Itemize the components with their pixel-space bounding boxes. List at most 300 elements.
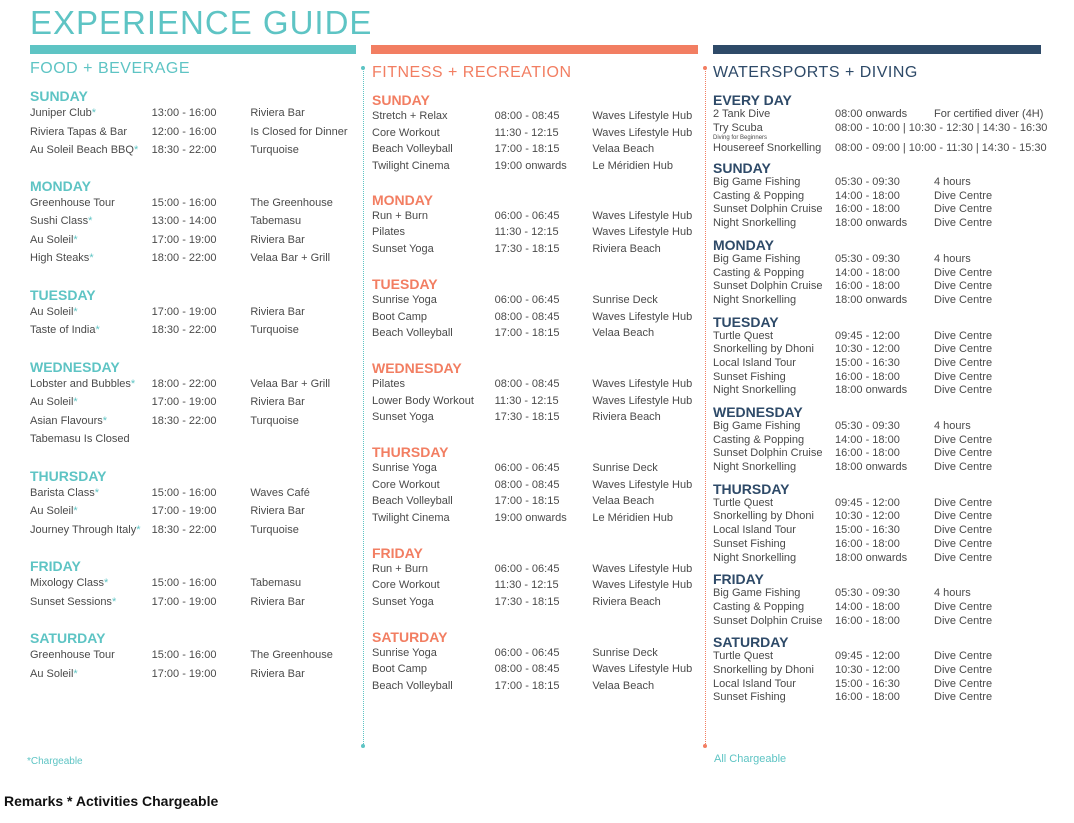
activity-name-text: Au Soleil <box>30 505 74 517</box>
activity-name-text: Beach Volleyball <box>372 143 453 156</box>
all-chargeable-note: All Chargeable <box>714 753 787 765</box>
activity-time: 06:00 - 06:45 <box>494 293 560 306</box>
activity-time: 14:00 - 18:00 <box>835 189 900 202</box>
activity-name-text: Asian Flavours <box>30 414 103 427</box>
activity-time: 08:00 - 08:45 <box>494 310 560 323</box>
activity-name <box>713 176 835 190</box>
activity-time: 17:00 - 18:15 <box>494 495 560 508</box>
chargeable-marker: * <box>136 523 141 536</box>
activity-venue: Sunrise Deck <box>592 461 658 474</box>
activity-name-text: Boot Camp <box>372 310 428 323</box>
activity-name-text: Night Snorkelling <box>713 217 797 230</box>
activity-time: 06:00 - 06:45 <box>494 646 560 659</box>
activity-name-text: Boot Camp <box>372 663 428 676</box>
activity-venue: Waves Lifestyle Hub <box>592 562 693 575</box>
activity-name <box>30 593 152 612</box>
activity-name <box>713 650 835 664</box>
day-block <box>30 88 360 160</box>
activity-row <box>372 325 702 342</box>
activity-name <box>713 420 835 434</box>
activity-row <box>30 484 360 503</box>
activity-venue: Velaa Beach <box>592 327 655 340</box>
activity-name-text: Journey Through Italy <box>30 523 137 536</box>
activity-row <box>372 393 702 410</box>
activity-name-text: Turtle Quest <box>713 650 774 663</box>
activity-venue: Dive Centre <box>934 266 993 279</box>
activity-row <box>30 521 360 540</box>
activity-name-text: Tabemasu Is Closed <box>30 433 130 445</box>
activity-venue: Tabemasu <box>250 215 302 227</box>
activity-venue: Velaa Bar + Grill <box>250 252 331 264</box>
activity-time: 18:30 - 22:00 <box>151 414 217 427</box>
activity-name-text: Core Workout <box>372 126 440 139</box>
chargeable-marker: * <box>73 305 78 318</box>
activity-time: 18:00 onwards <box>835 551 908 564</box>
day-heading: WEDNESDAY <box>713 404 803 420</box>
activity-name <box>30 393 152 412</box>
day-block <box>30 630 360 683</box>
activity-venue: Dive Centre <box>934 217 993 230</box>
activity-name <box>713 461 835 475</box>
activity-time: 16:00 - 18:00 <box>835 447 900 460</box>
activity-name-text: Au Soleil <box>30 305 74 318</box>
activity-venue: Waves Lifestyle Hub <box>592 377 693 390</box>
activity-time: 16:00 - 18:00 <box>835 691 900 704</box>
activity-row <box>372 477 702 494</box>
activity-time: 16:00 - 18:00 <box>835 280 900 293</box>
activity-time: 17:30 - 18:15 <box>494 411 560 424</box>
activity-name-text: Turtle Quest <box>713 496 774 509</box>
activity-venue: Dive Centre <box>934 189 993 202</box>
activity-name <box>30 502 152 521</box>
activity-time: 15:00 - 16:00 <box>151 577 217 589</box>
activity-name-text: Sunset Fishing <box>713 370 786 383</box>
activity-time: 17:00 - 18:15 <box>494 143 560 156</box>
activity-row <box>372 678 702 695</box>
chargeable-note: *Chargeable <box>27 756 83 767</box>
activity-row <box>372 309 702 326</box>
activity-row <box>30 375 360 394</box>
activity-venue: The Greenhouse <box>250 196 333 209</box>
activity-name-text: Snorkelling by Dhoni <box>713 343 814 356</box>
activity-row <box>713 330 1063 344</box>
activity-name-text: Barista Class <box>30 486 95 499</box>
activity-row <box>713 447 1063 461</box>
divider-dot <box>703 66 707 70</box>
activity-time: 15:00 - 16:30 <box>835 356 900 369</box>
activity-row <box>713 510 1063 524</box>
activity-row <box>713 434 1063 448</box>
activity-row <box>372 125 702 142</box>
activity-name <box>372 678 495 695</box>
activity-name <box>372 224 495 241</box>
activity-venue: Is Closed for Dinner <box>250 125 348 138</box>
activity-venue: Sunrise Deck <box>592 293 658 306</box>
activity-venue: Velaa Bar + Grill <box>250 377 331 390</box>
activity-name-text: Run + Burn <box>372 209 428 222</box>
water-days <box>713 92 1063 705</box>
activity-name <box>30 321 152 340</box>
activity-time: 08:00 - 08:45 <box>494 478 560 491</box>
activity-name <box>372 510 495 527</box>
activity-row <box>372 376 702 393</box>
page-title: EXPERIENCE GUIDE <box>30 4 373 41</box>
activity-row <box>30 194 360 213</box>
activity-venue: Turquoise <box>250 144 299 156</box>
activity-row <box>30 412 360 431</box>
day-heading: THURSDAY <box>372 443 449 460</box>
activity-name-text: Local Island Tour <box>713 524 796 537</box>
activity-name-text: Beach Volleyball <box>372 327 453 340</box>
activity-time: 18:00 onwards <box>835 461 908 474</box>
activity-row <box>30 212 360 231</box>
activity-name <box>713 330 835 344</box>
day-heading: MONDAY <box>713 236 774 253</box>
activity-name-text: Casting & Popping <box>713 433 805 446</box>
activity-row <box>372 108 702 125</box>
activity-name-text: Housereef Snorkelling <box>713 142 822 155</box>
activity-time: 13:00 - 16:00 <box>151 107 217 119</box>
day-block <box>713 92 1063 156</box>
activity-row <box>713 253 1063 267</box>
activity-name <box>372 208 495 225</box>
activity-row <box>713 217 1063 231</box>
activity-venue: Riviera Bar <box>250 107 305 119</box>
activity-venue: Riviera Bar <box>250 505 305 517</box>
activity-venue: Dive Centre <box>934 370 993 383</box>
activity-row <box>372 594 702 611</box>
activity-venue: Dive Centre <box>934 510 993 523</box>
day-block <box>30 287 360 340</box>
activity-name-text: Local Island Tour <box>713 356 796 369</box>
activity-row <box>30 104 360 123</box>
activity-venue: Riviera Beach <box>592 411 661 424</box>
activity-venue: Dive Centre <box>934 677 993 690</box>
remarks-footer: Remarks * Activities Chargeable <box>4 793 219 809</box>
activity-name <box>713 280 835 294</box>
activity-name <box>713 357 835 371</box>
activity-name-text: Casting & Popping <box>713 600 805 613</box>
activity-venue: Waves Café <box>250 486 310 499</box>
divider-dot <box>361 744 365 748</box>
activity-time: 06:00 - 06:45 <box>494 461 560 474</box>
day-block <box>372 192 702 258</box>
day-block <box>372 276 702 342</box>
activity-row <box>30 321 360 340</box>
activity-time: 17:00 - 18:15 <box>494 680 560 693</box>
activity-row <box>713 108 1063 122</box>
activity-row <box>713 678 1063 692</box>
activity-name-text: Casting & Popping <box>713 189 805 202</box>
activity-name-text: Twilight Cinema <box>372 160 450 173</box>
activity-venue: 4 hours <box>934 420 971 432</box>
day-block <box>713 481 1063 565</box>
activity-venue: For certified diver (4H) <box>934 108 1044 120</box>
day-block <box>30 359 360 449</box>
day-block <box>372 545 702 611</box>
activity-name <box>30 430 152 449</box>
activity-time: 05:30 - 09:30 <box>835 252 900 265</box>
activity-venue: 4 hours <box>934 176 971 189</box>
activity-row <box>713 664 1063 678</box>
activity-name-text: Au Soleil <box>30 396 74 408</box>
activity-time: 18:00 - 22:00 <box>151 252 217 264</box>
activity-name <box>30 212 152 231</box>
day-heading: SUNDAY <box>30 88 88 104</box>
activity-name-text: Sunrise Yoga <box>372 293 437 306</box>
activity-row <box>713 294 1063 308</box>
chargeable-marker: * <box>73 396 78 408</box>
chargeable-marker: * <box>73 233 78 246</box>
activity-name-text: Big Game Fishing <box>713 420 801 432</box>
food-days <box>30 88 360 683</box>
activity-name <box>372 376 495 393</box>
activity-row <box>30 593 360 612</box>
activity-row <box>713 601 1063 615</box>
activity-name-text: Au Soleil <box>30 233 74 246</box>
activity-time: 16:00 - 18:00 <box>835 537 900 550</box>
activity-name <box>30 231 152 250</box>
activity-row <box>713 587 1063 601</box>
day-heading: FRIDAY <box>30 558 81 574</box>
activity-venue: The Greenhouse <box>250 649 333 661</box>
chargeable-marker: * <box>88 215 93 227</box>
activity-name <box>713 497 835 511</box>
day-heading: MONDAY <box>372 191 433 208</box>
activity-name-text: Sunset Yoga <box>372 596 434 609</box>
activity-row <box>713 461 1063 475</box>
activity-time: 17:00 - 19:00 <box>151 305 217 318</box>
food-color-bar <box>30 45 356 54</box>
activity-venue: Waves Lifestyle Hub <box>592 478 693 491</box>
activity-name <box>372 493 495 510</box>
activity-name <box>30 123 152 142</box>
activity-name-text: Au Soleil Beach BBQ <box>30 144 134 156</box>
activity-name <box>372 393 495 410</box>
fitness-recreation-column <box>372 64 702 695</box>
activity-name-text: Mixology Class <box>30 577 104 589</box>
activity-row <box>30 502 360 521</box>
day-heading: SATURDAY <box>372 628 448 645</box>
activity-row <box>30 646 360 665</box>
food-column-title: FOOD + BEVERAGE <box>30 60 190 77</box>
activity-row <box>713 384 1063 398</box>
activity-venue: Waves Lifestyle Hub <box>592 226 693 239</box>
activity-time: 09:45 - 12:00 <box>835 496 900 509</box>
activity-row <box>713 142 1063 156</box>
activity-name-text: Casting & Popping <box>713 266 805 279</box>
activity-row <box>713 371 1063 385</box>
day-block <box>372 92 702 175</box>
activity-time: 18:00 onwards <box>835 293 908 306</box>
day-heading: SATURDAY <box>713 634 789 651</box>
activity-name <box>30 574 152 593</box>
activity-row <box>372 661 702 678</box>
activity-time: 14:00 - 18:00 <box>835 266 900 279</box>
activity-time: 15:00 - 16:00 <box>151 196 217 209</box>
activity-venue: Velaa Beach <box>592 680 655 693</box>
activity-row <box>30 430 360 449</box>
activity-time: 17:00 - 18:15 <box>494 327 560 340</box>
activity-name <box>372 561 495 578</box>
activity-time: 17:00 - 19:00 <box>151 667 217 680</box>
activity-venue: Dive Centre <box>934 524 993 537</box>
activity-name <box>713 601 835 615</box>
activity-name <box>372 108 495 125</box>
activity-row <box>713 497 1063 511</box>
activity-time: 11:30 - 12:15 <box>494 579 559 592</box>
activity-name-text: Turtle Quest <box>713 329 774 342</box>
activity-venue: Waves Lifestyle Hub <box>592 394 693 407</box>
activity-venue: Dive Centre <box>934 293 993 306</box>
activity-name <box>372 645 495 662</box>
activity-name <box>713 510 835 524</box>
activity-name-text: Beach Volleyball <box>372 495 453 508</box>
activity-name <box>30 375 152 394</box>
chargeable-marker: * <box>103 577 109 589</box>
activity-row <box>372 409 702 426</box>
activity-time: 10:30 - 12:00 <box>835 663 900 676</box>
activity-time: 16:00 - 18:00 <box>835 203 900 216</box>
activity-time: 15:00 - 16:30 <box>835 677 900 690</box>
activity-name <box>372 125 495 142</box>
activity-name <box>372 158 495 175</box>
activity-time: 17:30 - 18:15 <box>494 596 560 609</box>
activity-time: 08:00 - 09:00 | 10:00 - 11:30 | 14:30 - 15:30 <box>835 142 1047 155</box>
activity-row <box>713 190 1063 204</box>
day-block <box>713 404 1063 475</box>
activity-name <box>713 371 835 385</box>
activity-time: 08:00 - 08:45 <box>494 663 560 676</box>
activity-name <box>713 447 835 461</box>
activity-name-text: Sunrise Yoga <box>372 461 437 474</box>
activity-venue: Dive Centre <box>934 537 993 550</box>
activity-time: 17:00 - 19:00 <box>151 233 217 246</box>
activity-name <box>713 203 835 217</box>
activity-venue: Waves Lifestyle Hub <box>592 126 693 139</box>
day-heading: SUNDAY <box>372 92 430 108</box>
activity-name <box>713 122 835 136</box>
chargeable-marker: * <box>73 667 78 680</box>
activity-row <box>372 241 702 258</box>
activity-row <box>713 420 1063 434</box>
activity-row <box>372 141 702 158</box>
activity-venue: Riviera Beach <box>592 243 661 256</box>
divider-dot <box>703 744 707 748</box>
activity-name <box>713 253 835 267</box>
activity-row <box>372 158 702 175</box>
activity-name-text: Snorkelling by Dhoni <box>713 510 814 523</box>
activity-venue: Dive Centre <box>934 551 993 564</box>
day-block <box>713 160 1063 231</box>
chargeable-marker: * <box>111 595 117 608</box>
activity-venue: Tabemasu <box>250 577 302 589</box>
activity-name-text: Taste of India <box>30 324 96 336</box>
activity-row <box>30 249 360 268</box>
chargeable-marker: * <box>133 144 139 156</box>
activity-row <box>30 123 360 142</box>
activity-name <box>372 661 495 678</box>
activity-time: 14:00 - 18:00 <box>835 600 900 613</box>
activity-name <box>372 309 495 326</box>
activity-time <box>152 430 251 449</box>
activity-name <box>30 141 152 160</box>
activity-name <box>30 665 152 684</box>
activity-name-text: Sunrise Yoga <box>372 646 437 659</box>
activity-time: 18:30 - 22:00 <box>151 523 217 536</box>
activity-venue: Dive Centre <box>934 447 993 460</box>
day-heading: TUESDAY <box>713 313 779 330</box>
activity-row <box>713 267 1063 281</box>
activity-venue: Dive Centre <box>934 496 993 509</box>
activity-venue: Dive Centre <box>934 461 993 474</box>
activity-name <box>372 141 495 158</box>
activity-venue: Riviera Bar <box>250 667 305 680</box>
activity-row <box>372 292 702 309</box>
day-block <box>713 237 1063 308</box>
activity-name <box>30 303 152 322</box>
activity-name <box>713 108 835 122</box>
column-divider-teal <box>363 66 364 746</box>
activity-row <box>372 208 702 225</box>
activity-row <box>713 615 1063 629</box>
activity-name <box>372 292 495 309</box>
activity-row <box>30 665 360 684</box>
activity-name-text: Riviera Tapas & Bar <box>30 125 128 138</box>
activity-time: 06:00 - 06:45 <box>494 562 560 575</box>
activity-venue: Turquoise <box>250 324 299 336</box>
chargeable-marker: * <box>94 486 100 499</box>
activity-name <box>372 477 495 494</box>
activity-row <box>372 460 702 477</box>
day-block <box>372 444 702 527</box>
chargeable-marker: * <box>73 505 78 517</box>
activity-name <box>372 594 495 611</box>
day-heading: WEDNESDAY <box>372 359 462 376</box>
day-heading: FRIDAY <box>713 571 764 588</box>
activity-row <box>713 524 1063 538</box>
activity-name-text: Beach Volleyball <box>372 680 453 693</box>
day-heading: TUESDAY <box>372 275 438 292</box>
activity-time: 17:00 - 19:00 <box>151 595 217 608</box>
activity-name <box>30 521 152 540</box>
activity-row <box>30 574 360 593</box>
activity-venue: Waves Lifestyle Hub <box>592 209 693 222</box>
activity-row <box>372 577 702 594</box>
activity-time: 17:00 - 19:00 <box>151 396 217 408</box>
activity-name-text: Night Snorkelling <box>713 293 797 306</box>
day-block <box>713 634 1063 705</box>
activity-time: 12:00 - 16:00 <box>151 125 217 138</box>
activity-row <box>713 203 1063 217</box>
activity-name <box>713 615 835 629</box>
activity-name <box>30 194 152 213</box>
activity-row <box>713 538 1063 552</box>
activity-name-text: Try Scuba <box>713 121 763 134</box>
chargeable-marker: * <box>95 324 100 336</box>
activity-time: 14:00 - 18:00 <box>835 433 900 446</box>
day-heading: EVERY DAY <box>713 92 792 108</box>
activity-name-text: Local Island Tour <box>713 677 796 690</box>
activity-venue: Dive Centre <box>934 433 993 446</box>
activity-venue: Riviera Bar <box>250 305 305 318</box>
day-heading: FRIDAY <box>372 544 423 561</box>
activity-time: 19:00 onwards <box>494 512 567 524</box>
activity-time: 15:00 - 16:00 <box>151 486 217 499</box>
activity-time: 18:00 onwards <box>835 217 908 230</box>
day-block <box>713 571 1063 628</box>
activity-name <box>713 294 835 308</box>
